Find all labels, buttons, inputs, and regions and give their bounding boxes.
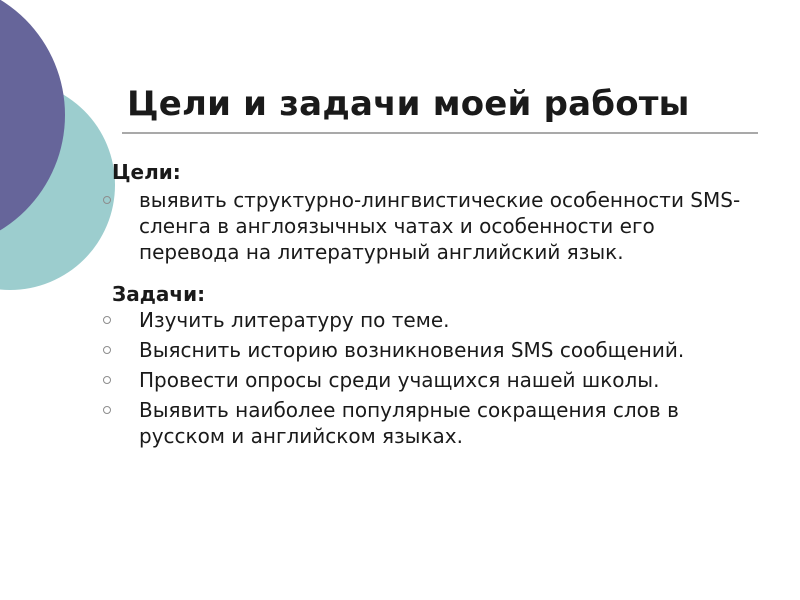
slide-title: Цели и задачи моей работы bbox=[127, 84, 690, 124]
tasks-list bbox=[100, 307, 750, 449]
tasks-heading: Задачи: bbox=[112, 282, 206, 306]
hollow-circle-bullet-icon bbox=[103, 406, 111, 414]
task-item bbox=[100, 367, 750, 393]
task-item-text: Провести опросы среди учащихся нашей школы. bbox=[139, 368, 660, 392]
hollow-circle-bullet-icon bbox=[103, 376, 111, 384]
task-item-text: Изучить литературу по теме. bbox=[139, 308, 450, 332]
goal-item bbox=[100, 187, 750, 265]
title-underline bbox=[122, 132, 758, 134]
hollow-circle-bullet-icon bbox=[103, 316, 111, 324]
task-item bbox=[100, 397, 750, 449]
hollow-circle-bullet-icon bbox=[103, 346, 111, 354]
slide-content bbox=[100, 159, 750, 453]
task-item-text: Выявить наиболее популярные сокращения слов в русском и английском языках. bbox=[139, 398, 679, 448]
task-item-text: Выяснить историю возникновения SMS сообщений. bbox=[139, 338, 685, 362]
hollow-circle-bullet-icon bbox=[103, 196, 111, 204]
goal-item-text: выявить структурно-лингвистические особенности SMS-сленга в англоязычных чатах и особенности его перевода на литературный английский язык. bbox=[139, 188, 741, 264]
goals-list bbox=[100, 187, 750, 265]
task-item bbox=[100, 337, 750, 363]
goals-heading: Цели: bbox=[112, 160, 181, 184]
task-item bbox=[100, 307, 750, 333]
